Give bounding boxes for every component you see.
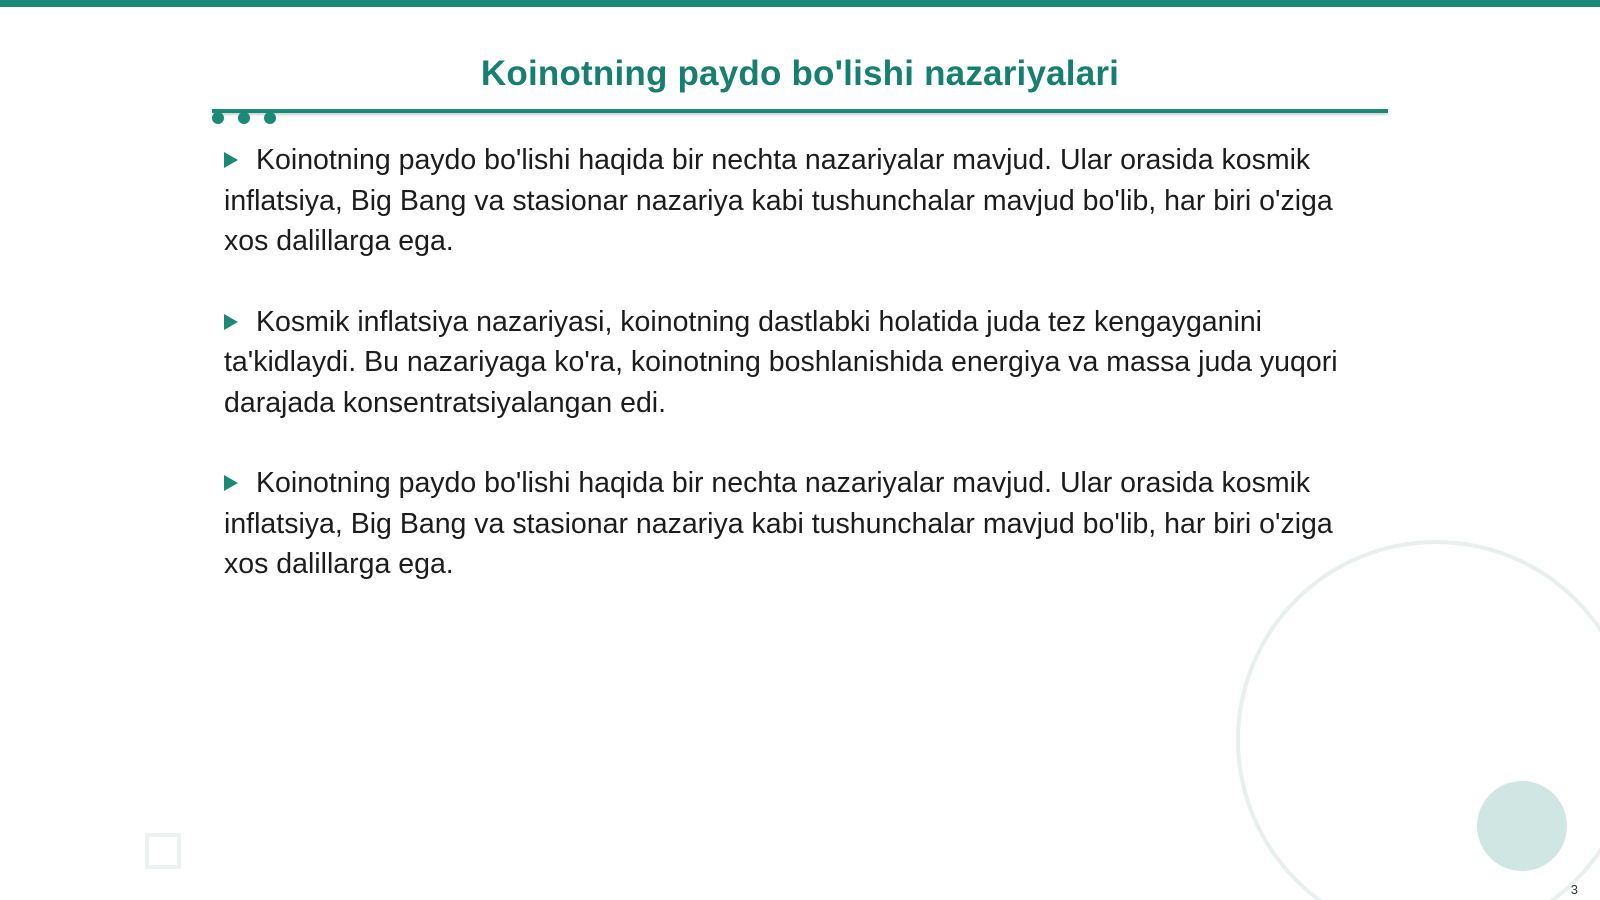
decorative-dot [212,112,224,124]
decorative-circle [1477,781,1567,871]
bullet-text: Koinotning paydo bo'lishi haqida bir nechta nazariyalar mavjud. Ular orasida kosmik inflatsiya, Big Bang va stasionar nazariya kabi tushunchalar mavjud bo'lib, har biri o'ziga xos dalillarga ega. [224,144,1333,257]
decorative-dot [264,112,276,124]
bullet-paragraph [224,463,1384,585]
triangle-bullet-icon [224,475,238,491]
page-number: 3 [1570,882,1578,897]
decorative-square [145,833,181,869]
bullet-paragraph [224,302,1384,424]
top-accent-bar [0,0,1600,7]
triangle-bullet-icon [224,314,238,330]
bullet-paragraph [224,140,1384,262]
slide-title: Koinotning paydo bo'lishi nazariyalari [480,54,1120,93]
bullet-list [224,140,1384,625]
title-underline [212,109,1388,113]
decorative-dot [238,112,250,124]
bullet-text: Kosmik inflatsiya nazariyasi, koinotning dastlabki holatida juda tez kengayganini ta'kidlaydi. Bu nazariyaga ko'ra, koinotning boshlanishida energiya va massa juda yuqori darajada konsentratsiyalangan edi. [224,305,1338,419]
bullet-text: Koinotning paydo bo'lishi haqida bir nechta nazariyalar mavjud. Ular orasida kosmik inflatsiya, Big Bang va stasionar nazariya kabi tushunchalar mavjud bo'lib, har biri o'ziga xos dalillarga ega. [224,467,1333,580]
triangle-bullet-icon [224,152,238,168]
